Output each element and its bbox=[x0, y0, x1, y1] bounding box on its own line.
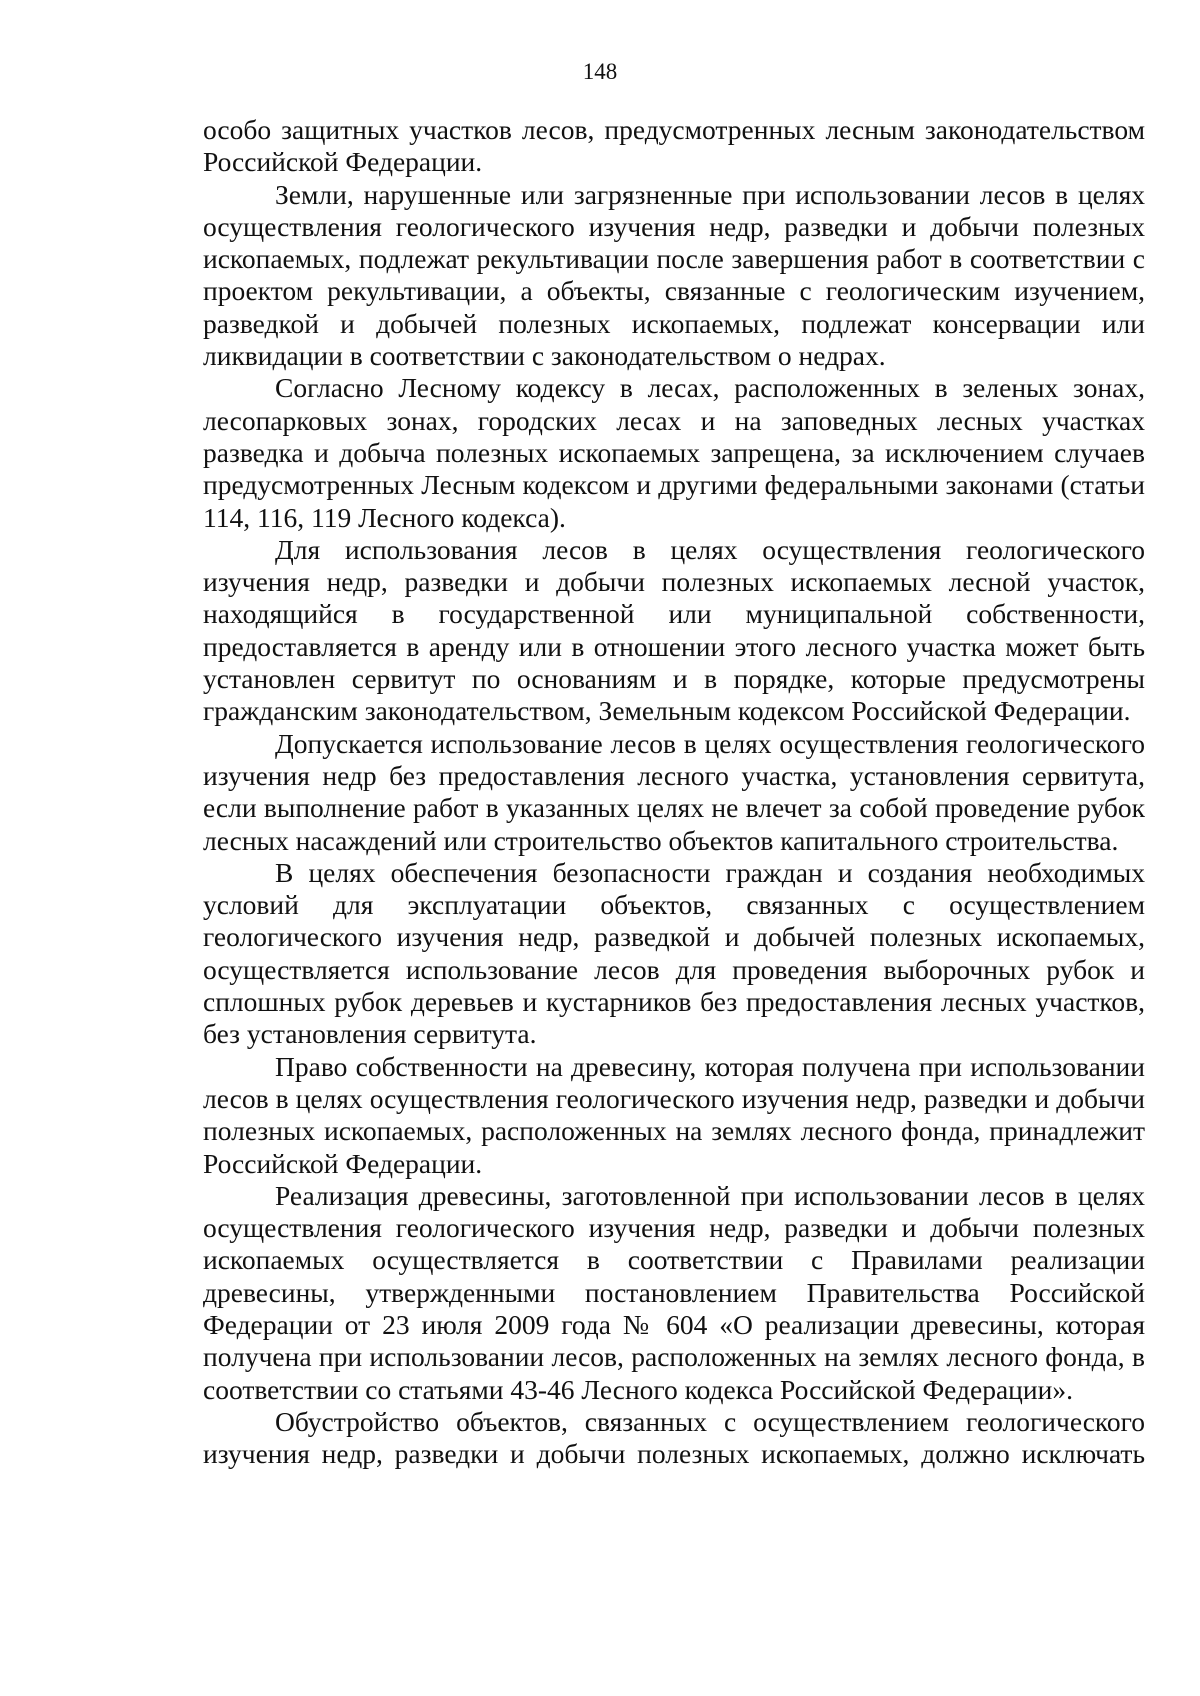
paragraph-timber-sale: Реализация древесины, заготовленной при использовании лесов в целях осуществления геологического изучения недр, разведки и добычи полезных ископаемых осуществляется в соответствии с Правилами реализации древесины, утвержденными постановлением Правительства Российской Федерации от 23 июля 2009 года № 604 «О реализации древесины, которая получена при использовании лесов, расположенных на землях лесного фонда, в соответствии со статьями 43-46 Лесного кодекса Российской Федерации». bbox=[203, 1179, 1145, 1405]
paragraph-safety-felling: В целях обеспечения безопасности граждан и создания необходимых условий для эксплуатации объектов, связанных с осуществлением геологического изучения недр, разведкой и добычей полезных ископаемых, осуществляется использование лесов для проведения выборочных рубок и сплошных рубок деревьев и кустарников без предоставления лесных участков, без установления сервитута. bbox=[203, 856, 1145, 1050]
document-body bbox=[203, 114, 1145, 1470]
paragraph-lease-servitude: Для использования лесов в целях осуществления геологического изучения недр, разведки и добычи полезных ископаемых лесной участок, находящийся в государственной или муниципальной собственности, предоставляется в аренду или в отношении этого лесного участка может быть установлен сервитут по основаниям и в порядке, которые предусмотрены гражданским законодательством, Земельным кодексом Российской Федерации. bbox=[203, 533, 1145, 727]
paragraph-use-without-plot: Допускается использование лесов в целях осуществления геологического изучения недр без предоставления лесного участка, установления сервитута, если выполнение работ в указанных целях не влечет за собой проведение рубок лесных насаждений или строительство объектов капитального строительства. bbox=[203, 727, 1145, 856]
paragraph-object-arrangement: Обустройство объектов, связанных с осуществлением геологического изучения недр, разведки и добычи полезных ископаемых, должно исключать bbox=[203, 1405, 1145, 1470]
paragraph-timber-ownership: Право собственности на древесину, которая получена при использовании лесов в целях осуществления геологического изучения недр, разведки и добычи полезных ископаемых, расположенных на землях лесного фонда, принадлежит Российской Федерации. bbox=[203, 1050, 1145, 1179]
paragraph-land-reclamation: Земли, нарушенные или загрязненные при использовании лесов в целях осуществления геологического изучения недр, разведки и добычи полезных ископаемых, подлежат рекультивации после завершения работ в соответствии с проектом рекультивации, а объекты, связанные с геологическим изучением, разведкой и добычей полезных ископаемых, подлежат консервации или ликвидации в соответствии с законодательством о недрах. bbox=[203, 178, 1145, 372]
page-number: 148 bbox=[582, 59, 618, 84]
paragraph-forest-code-prohibition: Согласно Лесному кодексу в лесах, расположенных в зеленых зонах, лесопарковых зонах, городских лесах и на заповедных лесных участках разведка и добыча полезных ископаемых запрещена, за исключением случаев предусмотренных Лесным кодексом и другими федеральными законами (статьи 114, 116, 119 Лесного кодекса). bbox=[203, 372, 1145, 533]
paragraph-continuation: особо защитных участков лесов, предусмотренных лесным законодательством Российской Федерации. bbox=[203, 114, 1145, 178]
